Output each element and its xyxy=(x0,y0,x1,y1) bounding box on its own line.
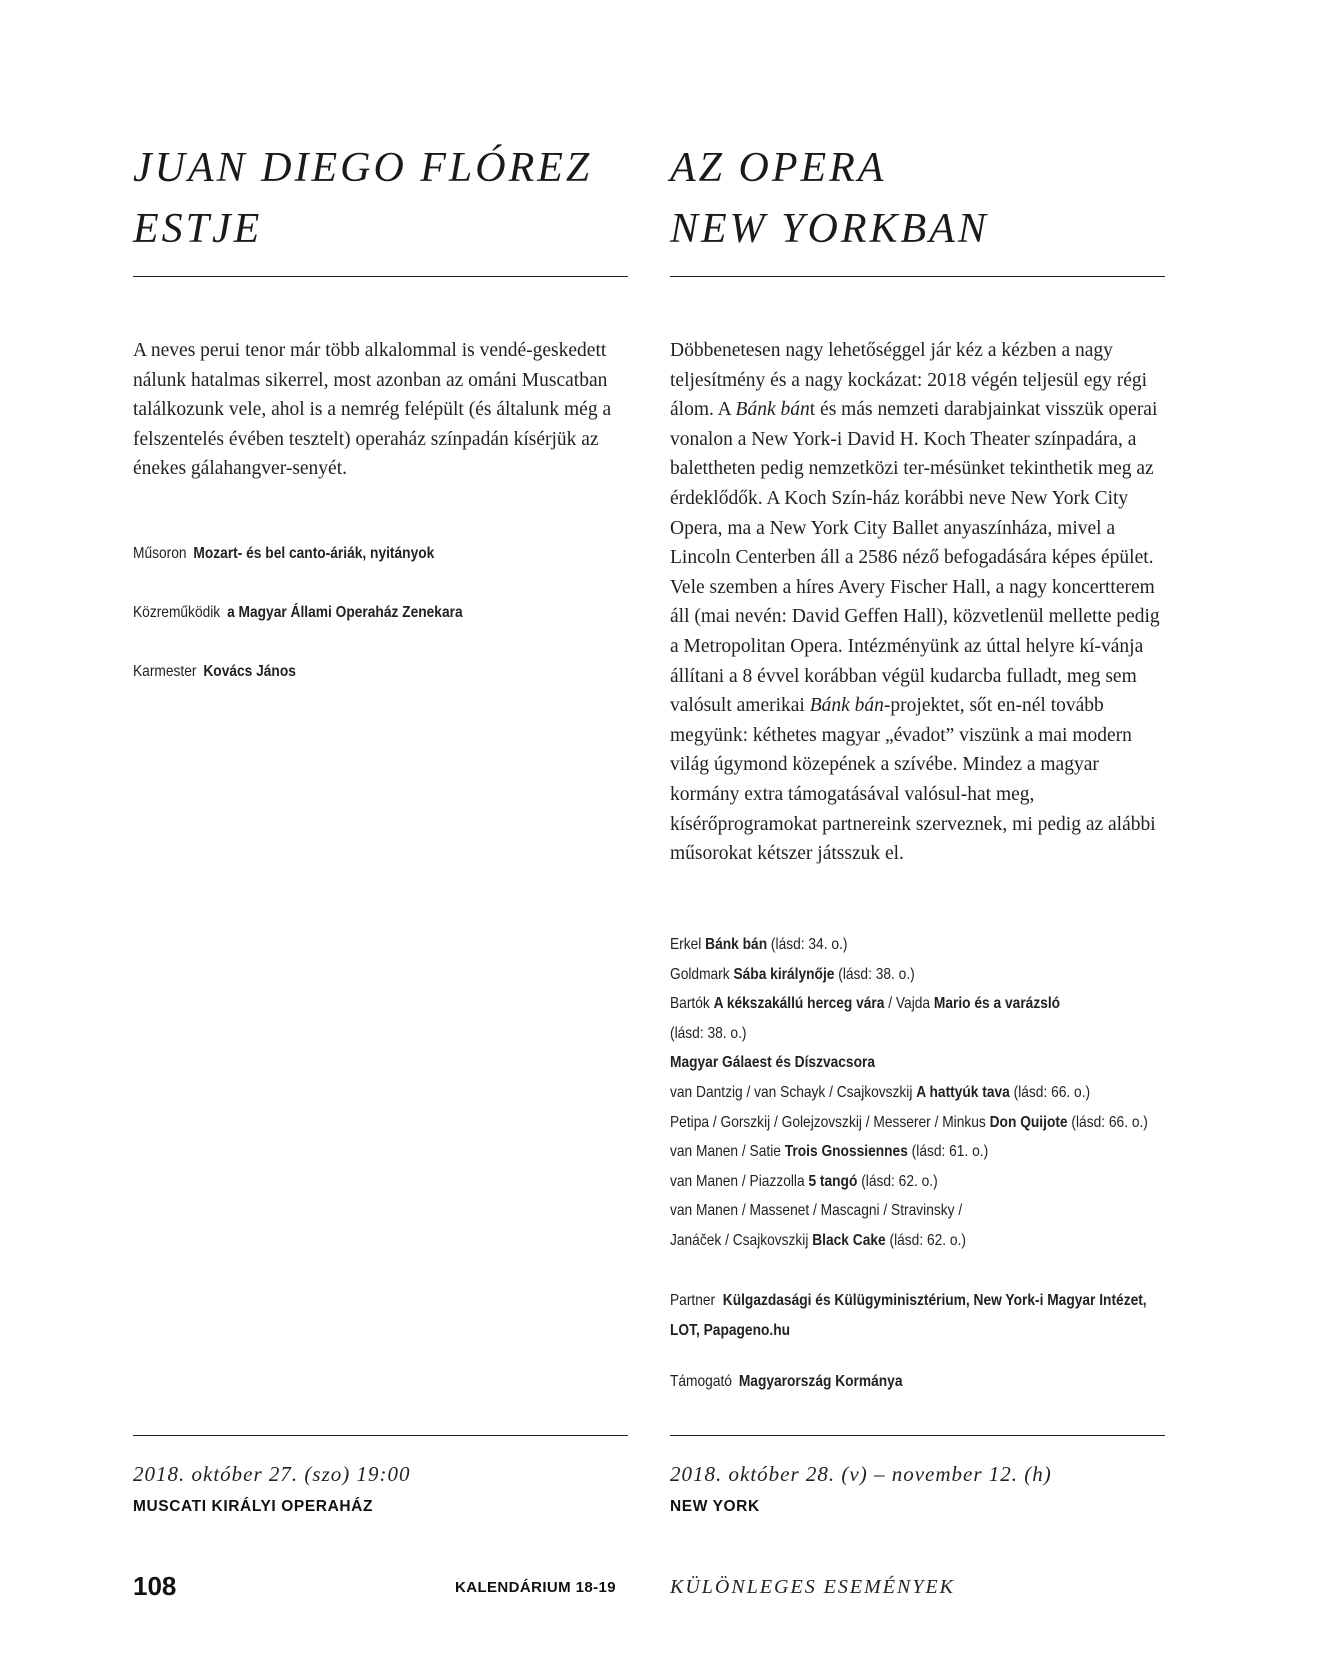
credit-value: Kovács János xyxy=(203,663,296,680)
work-item xyxy=(670,989,1148,1019)
credit-label: Karmester xyxy=(133,663,197,680)
work-composer: (lásd: 34. o.) xyxy=(767,936,848,953)
partner-line-2: LOT, Papageno.hu xyxy=(670,1321,791,1339)
support-value: Magyarország Kormánya xyxy=(738,1373,903,1390)
work-title: Trois Gnossiennes xyxy=(784,1143,908,1161)
event-title xyxy=(133,138,592,260)
partner-line-1: Külgazdasági és Külügyminisztérium, New York-i Magyar Intézet, xyxy=(722,1292,1147,1309)
title-line-1: AZ OPERA xyxy=(670,145,887,191)
event-date: 2018. október 27. (szo) 19:00 xyxy=(133,1462,411,1486)
event-date: 2018. október 28. (v) – november 12. (h) xyxy=(670,1462,1052,1486)
work-composer: van Dantzig / van Schayk / Csajkovszkij xyxy=(670,1083,917,1101)
work-title: Magyar Gálaest és Díszvacsora xyxy=(670,1054,875,1072)
credit-conductor xyxy=(133,663,296,681)
support-label: Támogató xyxy=(670,1373,732,1390)
desc-part: t és más nemzeti darabjainkat visszük operai vonalon a New York-i David H. Koch Theater színpadára, a balettheten pedig nemzetközi ter-mésünket tekinthetik meg az érdeklődők. A Koch Szín-ház korábbi neve New York City Opera, ma a New York City Ballet anyaszínháza, mivel a Lincoln Centerben áll a 2586 néző befogadására képes épület. Vele szemben a híres Avery Fischer Hall, a nagy koncertterem áll (mai nevén: David Geffen Hall), közvetlenül mellette pedig a Metropolitan Opera. Intézményünk az úttal helyre kí-vánja állítani a 8 évvel korábban végül kudarcba fulladt, meg sem valósult amerikai xyxy=(670,399,1160,717)
desc-part: Döbbenetesen nagy lehetőséggel jár kéz a kézben a nagy teljesítmény és a nagy kockázat: 2018 végén teljesül egy régi álom. A xyxy=(670,340,1148,421)
work-composer: van Manen / Piazzolla xyxy=(670,1172,809,1190)
title-divider xyxy=(670,276,1165,277)
work-title: Sába királynője xyxy=(733,965,835,983)
event-description xyxy=(670,336,1165,869)
work-title: Mario és a varázsló xyxy=(933,995,1061,1013)
credit-value: a Magyar Állami Operaház Zenekara xyxy=(227,604,463,621)
work-item xyxy=(670,960,1148,990)
page-number: 108 xyxy=(133,1571,177,1601)
work-composer: (lásd: 38. o.) xyxy=(834,965,915,983)
work-title: Bánk bán xyxy=(705,936,768,953)
work-item xyxy=(670,1226,1148,1256)
credit-label: Műsoron xyxy=(133,545,187,562)
work-item xyxy=(670,1019,1148,1049)
partner-label: Partner xyxy=(670,1292,716,1309)
work-title: A kékszakállú herceg vára xyxy=(713,995,885,1013)
section-title: KÜLÖNLEGES ESEMÉNYEK xyxy=(670,1576,956,1598)
title-line-1: JUAN DIEGO FLÓREZ xyxy=(133,145,593,191)
work-composer: / Vajda xyxy=(884,995,934,1013)
work-title: Black Cake xyxy=(812,1231,886,1249)
work-title: 5 tangó xyxy=(808,1172,858,1190)
event-description: A neves perui tenor már több alkalommal is vendé-geskedett nálunk hatalmas sikerrel, most azonban az ománi Muscatban találkozunk vele, ahol is a nemrég felépült (és általunk még a felszentelés évében tesztelt) operaház színpadán kísérjük az énekes gálahangver-senyét. xyxy=(133,340,612,480)
work-composer: Bartók xyxy=(670,995,714,1013)
work-item xyxy=(670,1078,1148,1108)
work-item xyxy=(670,1108,1148,1138)
work-title: Don Quijote xyxy=(989,1113,1068,1131)
work-composer: Petipa / Gorszkij / Golejzovszkij / Messerer / Minkus xyxy=(670,1113,990,1131)
title-divider xyxy=(133,276,628,277)
work-title: A hattyúk tava xyxy=(916,1083,1010,1101)
partner-credit xyxy=(670,1286,1147,1345)
credit-value: Mozart- és bel canto-áriák, nyitányok xyxy=(193,545,435,562)
support-credit xyxy=(670,1373,902,1391)
work-item xyxy=(670,1196,1148,1226)
work-composer: (lásd: 38. o.) xyxy=(670,1024,747,1042)
work-item xyxy=(670,1167,1148,1197)
event-venue: MUSCATI KIRÁLYI OPERAHÁZ xyxy=(133,1498,374,1515)
work-composer: Janáček / Csajkovszkij xyxy=(670,1231,813,1249)
desc-italic: Bánk bán xyxy=(809,695,884,717)
title-line-2: ESTJE xyxy=(133,206,263,252)
work-composer: (lásd: 62. o.) xyxy=(857,1172,938,1190)
desc-italic: Bánk bán xyxy=(735,399,810,421)
work-composer: van Manen / Massenet / Mascagni / Stravinsky / xyxy=(670,1202,963,1220)
work-item xyxy=(670,1137,1148,1167)
work-composer: (lásd: 66. o.) xyxy=(1067,1113,1148,1131)
work-composer: Erkel xyxy=(670,936,706,953)
credit-performer xyxy=(133,604,463,622)
work-composer: (lásd: 62. o.) xyxy=(885,1231,966,1249)
work-item xyxy=(670,930,1148,960)
work-item xyxy=(670,1048,1148,1078)
work-composer: Goldmark xyxy=(670,965,734,983)
credit-label: Közreműködik xyxy=(133,604,221,621)
date-divider xyxy=(133,1435,628,1436)
title-line-2: NEW YORKBAN xyxy=(670,206,989,252)
event-venue: NEW YORK xyxy=(670,1498,760,1515)
event-title xyxy=(670,138,989,260)
publication-title: KALENDÁRIUM 18-19 xyxy=(455,1579,616,1596)
work-composer: (lásd: 61. o.) xyxy=(907,1143,989,1161)
credit-program xyxy=(133,545,434,563)
desc-part: -projektet, sőt en-nél tovább megyünk: kéthetes magyar „évadot” viszünk a mai modern világ úgymond közepének a szívébe. Mindez a magyar kormány extra támogatásával valósul-hat meg, kísérőprogramokat partnereink szerveznek, mi pedig az alábbi műsorokat kétszer játsszuk el. xyxy=(670,695,1156,865)
date-divider xyxy=(670,1435,1165,1436)
work-composer: (lásd: 66. o.) xyxy=(1009,1083,1091,1101)
works-list xyxy=(670,930,1148,1256)
work-composer: van Manen / Satie xyxy=(670,1143,785,1161)
